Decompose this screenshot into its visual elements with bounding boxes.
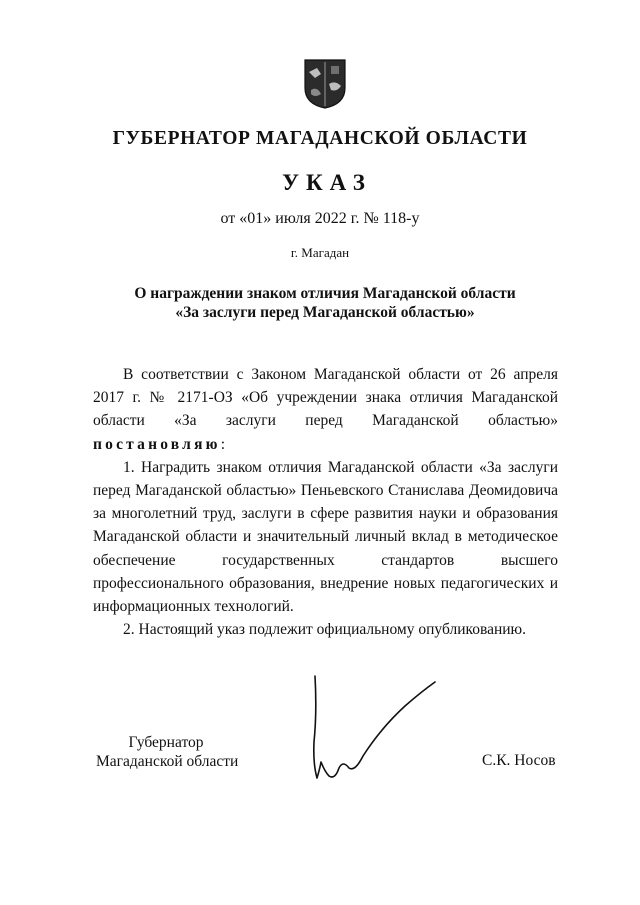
signer-title <box>96 733 239 771</box>
decree-subject <box>60 284 590 322</box>
preamble-text: В соответствии с Законом Магаданской области от 26 апреля 2017 г. № 2171-ОЗ «Об учреждении знака отличия Магаданской области «За заслуги перед Магаданской областью» <box>93 366 558 430</box>
signer-title-line-2: Магаданской области <box>96 753 239 770</box>
document-place: г. Магадан <box>290 245 350 260</box>
signer-title-line-1: Губернатор <box>128 734 204 751</box>
signer-name: С.К. Носов <box>482 752 556 769</box>
decree-body <box>93 363 558 641</box>
subject-line-1: О награждении знаком отличия Магаданской области <box>134 285 516 302</box>
document-type: УКАЗ <box>282 170 372 195</box>
document-date-number: от «01» июля 2022 г. № 118-у <box>220 210 420 227</box>
preamble-paragraph <box>93 363 558 456</box>
decree-word: постановляю <box>93 435 221 453</box>
decree-item-1: 1. Наградить знаком отличия Магаданской области «За заслуги перед Магаданской областью» Пеньевского Станислава Деомидовича за многолетний труд, заслуги в сфере развития науки и образования Магаданской области и значительный личный вклад в методическое обеспечение государственных стандартов высшего профессионального образования, внедрение новых педагогических и информационных технологий. <box>93 458 558 616</box>
handwritten-signature <box>305 672 445 792</box>
issuing-authority: ГУБЕРНАТОР МАГАДАНСКОЙ ОБЛАСТИ <box>112 128 528 149</box>
coat-of-arms-icon <box>303 58 347 110</box>
subject-line-2: «За заслуги перед Магаданской областью» <box>175 304 475 321</box>
preamble-end: : <box>220 435 226 453</box>
decree-item-2: 2. Настоящий указ подлежит официальному опубликованию. <box>123 621 527 639</box>
